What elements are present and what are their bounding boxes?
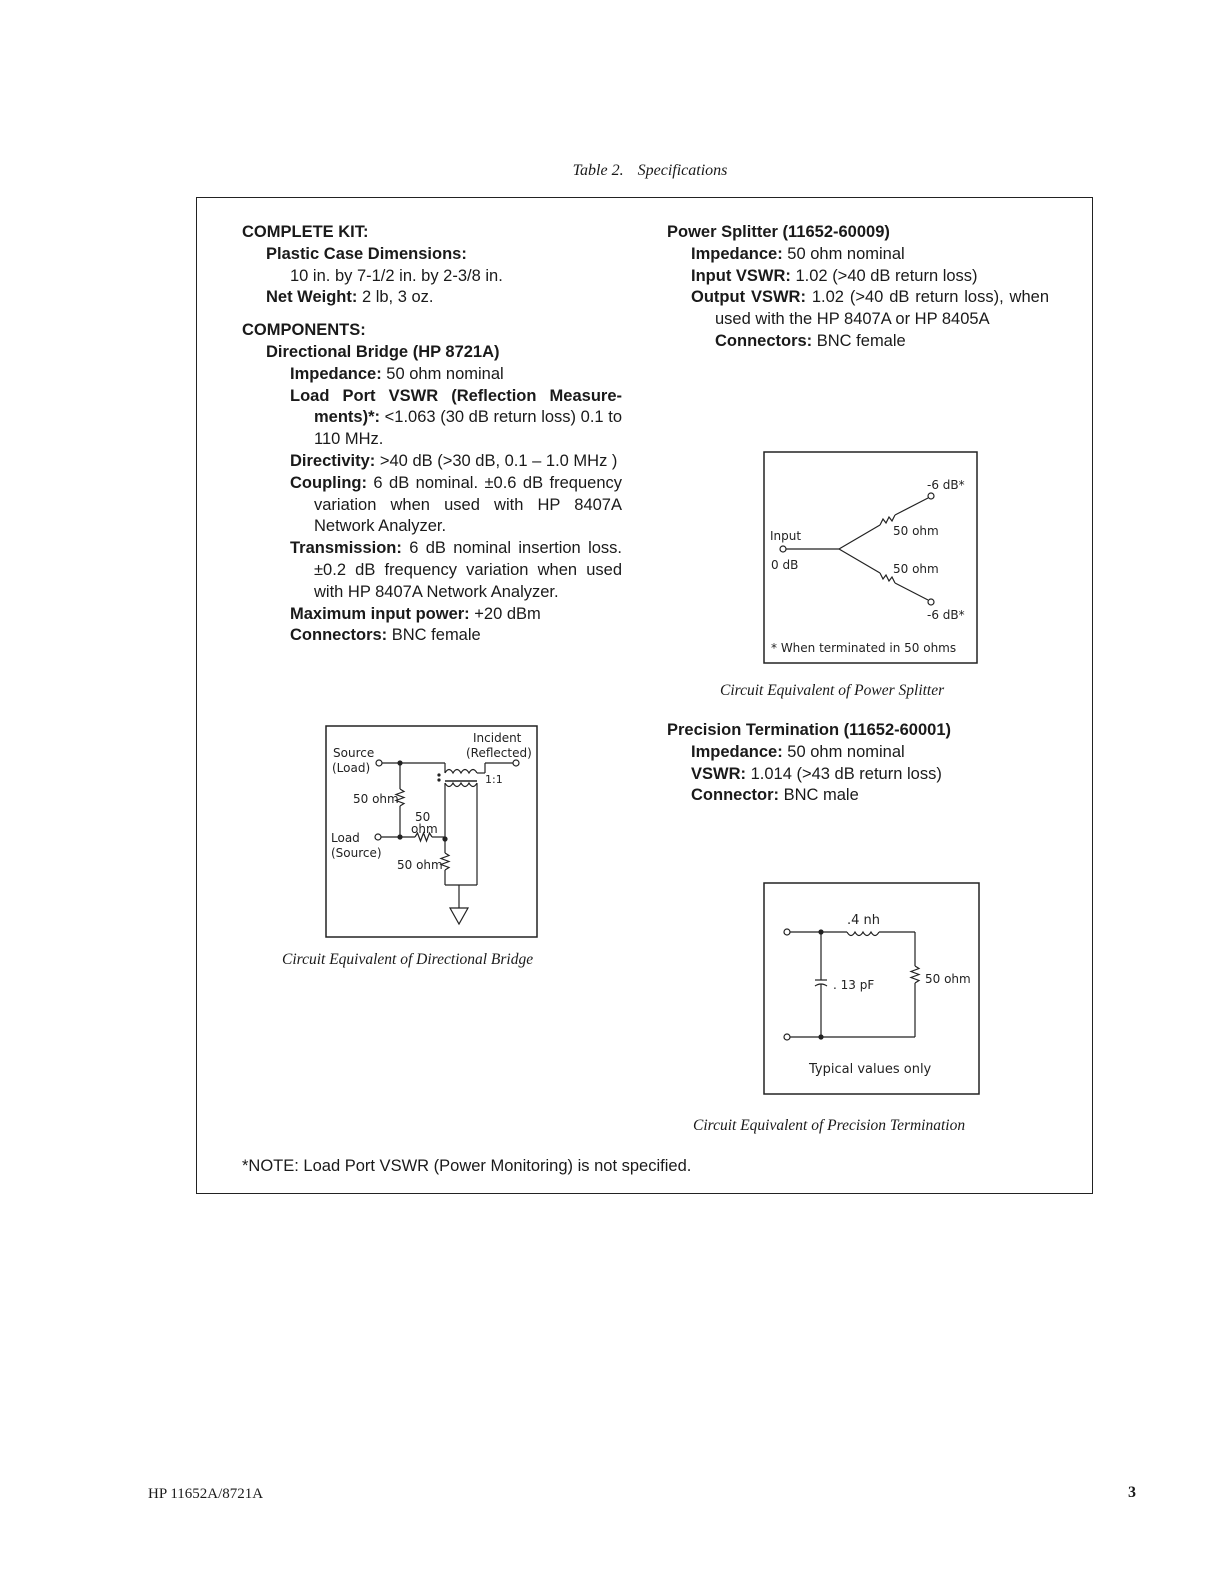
- max-power-label: Maximum input power:: [290, 604, 470, 623]
- splitter-heading: Power Splitter (11652-60009): [667, 223, 890, 241]
- termination-capacitor-label: . 13 pF: [833, 978, 875, 992]
- termination-vswr-value: 1.014 (>43 dB return loss): [746, 764, 942, 783]
- termination-heading: Precision Termination (11652-60001): [667, 721, 951, 739]
- termination-connector-value: BNC male: [779, 786, 859, 805]
- max-input-power: [242, 604, 622, 626]
- splitter-out-bottom-label: -6 dB*: [927, 608, 965, 622]
- splitter-impedance-value: 50 ohm nominal: [782, 244, 905, 263]
- termination-vswr-label: VSWR:: [691, 764, 746, 783]
- directivity-value: >40 dB (>30 dB, 0.1 – 1.0 MHz ): [375, 451, 618, 470]
- termination-impedance-value: 50 ohm nominal: [782, 742, 905, 761]
- splitter-connectors-label: Connectors:: [715, 331, 813, 350]
- termination-connector: [667, 785, 1049, 807]
- termination-impedance-label: Impedance:: [691, 742, 783, 761]
- case-value: 10 in. by 7-1/2 in. by 2-3/8 in.: [290, 266, 503, 285]
- directivity-label: Directivity:: [290, 451, 376, 470]
- bridge-load-label: Load: [331, 831, 360, 845]
- termination-vswr: [667, 764, 1049, 786]
- case-label: Plastic Case Dimensions:: [266, 244, 467, 263]
- input-vswr-label: Input VSWR:: [691, 266, 791, 285]
- bridge-incident-label: Incident: [473, 731, 522, 745]
- splitter-footnote-label: * When terminated in 50 ohms: [771, 641, 957, 655]
- bridge-diagram-caption: Circuit Equivalent of Directional Bridge: [282, 951, 534, 968]
- transmission-value: 6 dB nominal insertion loss. ±0.2 dB frequency variation when used with HP 8407A Network Analyzer.: [314, 539, 622, 601]
- splitter-input-label: Input: [770, 529, 802, 543]
- bridge-diagram: [325, 725, 539, 939]
- right-column-splitter: [667, 222, 1049, 353]
- splitter-input-port: [780, 546, 786, 552]
- bridge-ratio-label: 1:1: [485, 773, 503, 786]
- transmission: [242, 538, 622, 603]
- input-vswr: [667, 266, 1049, 288]
- termination-impedance: [667, 742, 1049, 764]
- table-caption: [0, 162, 1225, 180]
- termination-inductor-label: .4 nh: [847, 913, 881, 928]
- termination-resistor-label: 50 ohm: [925, 972, 971, 986]
- bridge-load-port: [375, 834, 381, 840]
- bridge-r2-num-label: 50: [415, 810, 431, 824]
- bridge-reflected-label: (Reflected): [466, 746, 532, 760]
- load-port-value: <1.063 (30 dB return loss) 0.1 to 110 MHz.: [314, 408, 622, 449]
- impedance-label: Impedance:: [290, 364, 382, 383]
- output-vswr: [667, 287, 1049, 331]
- load-port-label: Load Port VSWR (Reflection Measure-ments)*:: [290, 386, 622, 427]
- splitter-diagram-caption: Circuit Equivalent of Power Splitter: [720, 682, 945, 699]
- coupling-label: Coupling:: [290, 473, 367, 492]
- bridge-r3-label: 50 ohm: [397, 858, 443, 872]
- bridge-source-port: [376, 760, 382, 766]
- bridge-connectors: [242, 625, 622, 647]
- transmission-label: Transmission:: [290, 539, 402, 558]
- termination-port-bottom: [784, 1034, 790, 1040]
- kit-heading: COMPLETE KIT:: [242, 223, 369, 241]
- termination-diagram-caption: Circuit Equivalent of Precision Termination: [693, 1117, 966, 1134]
- footnote: [242, 1156, 942, 1178]
- termination-diagram: [763, 882, 981, 1096]
- splitter-input-level-label: 0 dB: [771, 558, 799, 572]
- splitter-diagram: [763, 451, 979, 665]
- right-column-termination: [667, 720, 1049, 807]
- splitter-r-bottom-label: 50 ohm: [893, 562, 939, 576]
- splitter-impedance-label: Impedance:: [691, 244, 783, 263]
- directivity: [242, 451, 622, 473]
- output-vswr-value: 1.02 (>40 dB return loss), when used with the HP 8407A or HP 8405A: [715, 288, 1050, 329]
- termination-connector-label: Connector:: [691, 786, 779, 805]
- bridge-load-paren-label: (Load): [332, 761, 371, 775]
- splitter-impedance: [667, 244, 1049, 266]
- output-vswr-label: Output VSWR:: [691, 288, 806, 307]
- termination-note-label: Typical values only: [809, 1062, 932, 1077]
- weight-label: Net Weight:: [266, 288, 358, 307]
- components-heading: COMPONENTS:: [242, 321, 366, 340]
- load-port-vswr: [242, 386, 622, 451]
- table-title: Specifications: [637, 162, 728, 179]
- net-weight: [242, 287, 622, 309]
- bridge-r1-label: 50 ohm: [353, 792, 399, 806]
- splitter-out-top-label: -6 dB*: [927, 478, 965, 492]
- connectors-value: BNC female: [387, 626, 481, 645]
- left-column: [242, 222, 622, 647]
- max-power-value: +20 dBm: [469, 604, 541, 623]
- table-number: Table 2.: [572, 162, 624, 179]
- footnote-text: *NOTE: Load Port VSWR (Power Monitoring) is not specified.: [242, 1157, 692, 1175]
- termination-port-top: [784, 929, 790, 935]
- weight-value: 2 lb, 3 oz.: [357, 288, 434, 307]
- splitter-connectors: [667, 331, 1049, 353]
- footer-model: HP 11652A/8721A: [148, 1486, 264, 1502]
- splitter-out-top-port: [928, 493, 934, 499]
- coupling: [242, 473, 622, 538]
- bridge-r2-unit-label: ohm: [411, 822, 438, 836]
- coupling-value: 6 dB nominal. ±0.6 dB frequency variation when used with HP 8407A Network Analyzer.: [314, 473, 622, 536]
- input-vswr-value: 1.02 (>40 dB return loss): [790, 266, 978, 285]
- connectors-label: Connectors:: [290, 626, 388, 645]
- bridge-heading: Directional Bridge (HP 8721A): [266, 342, 500, 361]
- specifications-box: [196, 197, 1093, 1194]
- splitter-r-top-label: 50 ohm: [893, 524, 939, 538]
- bridge-source-label: Source: [333, 746, 375, 760]
- splitter-connectors-value: BNC female: [812, 331, 906, 350]
- impedance-value: 50 ohm nominal: [381, 364, 504, 383]
- bridge-source-paren-label: (Source): [331, 846, 382, 860]
- splitter-out-bottom-port: [928, 599, 934, 605]
- bridge-impedance: [242, 364, 622, 386]
- page-number: 3: [1128, 1484, 1136, 1501]
